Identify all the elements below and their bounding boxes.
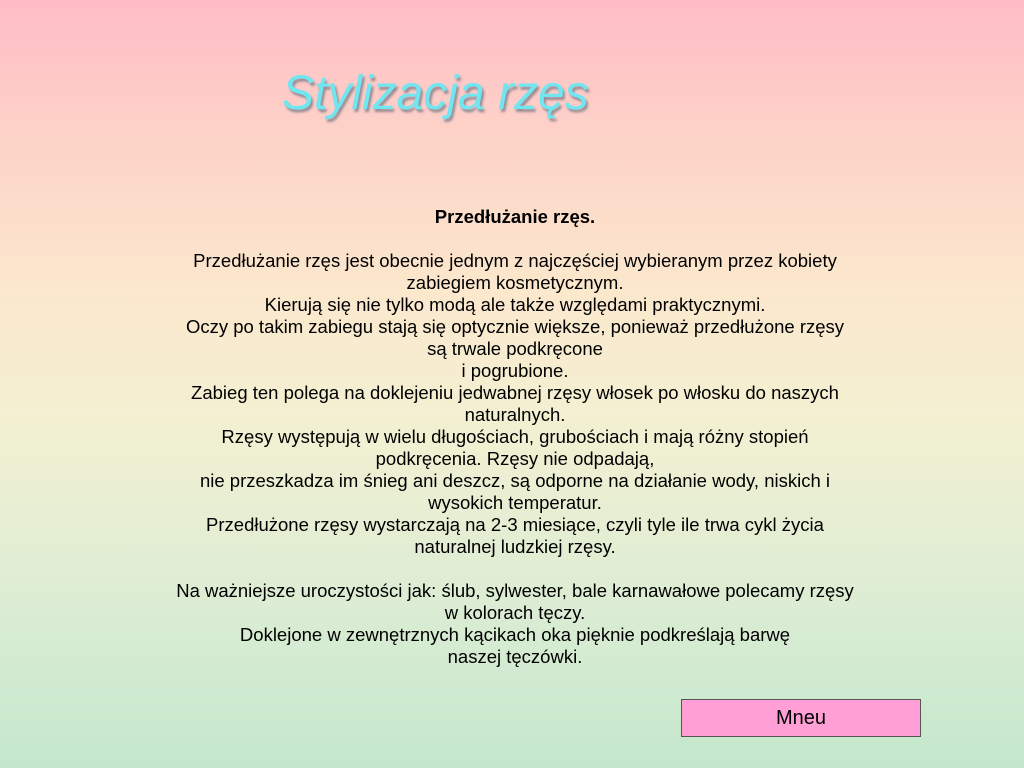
text-line: naturalnych. bbox=[464, 404, 566, 425]
text-line: Rzęsy występują w wielu długościach, grubościach i mają różny stopień bbox=[221, 426, 809, 447]
spacer bbox=[80, 228, 950, 250]
text-line: Na ważniejsze uroczystości jak: ślub, sylwester, bale karnawałowe polecamy rzęsy bbox=[176, 580, 854, 601]
text-line: podkręcenia. Rzęsy nie odpadają, bbox=[375, 448, 655, 469]
text-line: nie przeszkadza im śnieg ani deszcz, są odporne na działanie wody, niskich i bbox=[199, 470, 831, 491]
text-line: i pogrubione. bbox=[461, 360, 569, 381]
paragraph-1 bbox=[80, 250, 950, 558]
text-line: w kolorach tęczy. bbox=[444, 602, 586, 623]
text-line: Kierują się nie tylko modą ale także względami praktycznymi. bbox=[264, 294, 766, 315]
text-line: naszej tęczówki. bbox=[447, 646, 583, 667]
slide-title: Stylizacja rzęs bbox=[282, 67, 589, 120]
text-line: Przedłużanie rzęs jest obecnie jednym z najczęściej wybieranym przez kobiety bbox=[193, 250, 837, 271]
text-line: wysokich temperatur. bbox=[428, 492, 602, 513]
text-line: Oczy po takim zabiegu stają się optycznie większe, ponieważ przedłużone rzęsy bbox=[185, 316, 845, 337]
spacer bbox=[80, 558, 950, 580]
paragraph-2 bbox=[80, 580, 950, 668]
text-line: Doklejone w zewnętrznych kącikach oka pięknie podkreślają barwę bbox=[239, 624, 791, 645]
text-line: naturalnej ludzkiej rzęsy. bbox=[414, 536, 616, 557]
content-heading: Przedłużanie rzęs. bbox=[434, 206, 596, 227]
text-line: są trwale podkręcone bbox=[427, 338, 603, 359]
text-line: zabiegiem kosmetycznym. bbox=[406, 272, 624, 293]
text-line: Przedłużone rzęsy wystarczają na 2-3 miesiące, czyli tyle ile trwa cykl życia bbox=[206, 514, 824, 535]
text-line: Zabieg ten polega na doklejeniu jedwabnej rzęsy włosek po włosku do naszych bbox=[191, 382, 839, 403]
menu-button[interactable]: Mneu bbox=[681, 699, 921, 737]
slide-content bbox=[80, 206, 950, 668]
